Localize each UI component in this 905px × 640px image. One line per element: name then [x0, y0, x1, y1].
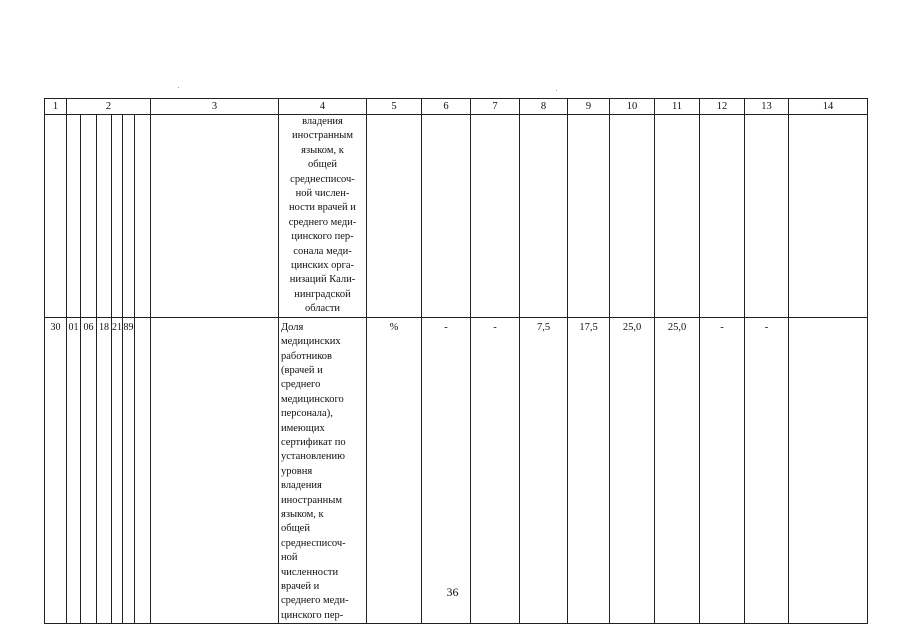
col3-cell	[151, 115, 279, 318]
header-row	[45, 99, 868, 115]
header-cell-10: 10	[610, 99, 655, 115]
header-cell-9: 9	[568, 99, 610, 115]
text-line: ной числен-	[295, 188, 350, 200]
text-line: цинского пер-	[281, 609, 344, 621]
header-cell-8: 8	[520, 99, 568, 115]
scan-speck	[178, 87, 179, 88]
value-cell-13: -	[745, 317, 789, 624]
value-cell	[422, 115, 471, 318]
col3-cell	[151, 317, 279, 624]
header-cell-14: 14	[789, 99, 868, 115]
text-line: врачей и	[281, 581, 320, 592]
text-line: области	[304, 303, 341, 315]
value-cell-12: -	[700, 317, 745, 624]
header-cell-13: 13	[745, 99, 789, 115]
text-line: среднесписоч-	[281, 537, 346, 549]
text-line: среднего	[281, 379, 321, 391]
header-cell-5: 5	[367, 99, 422, 115]
text-line: иностранным	[292, 130, 353, 142]
text-line: имеющих	[281, 422, 325, 434]
text-line: уровня	[281, 465, 313, 477]
header-cell-1: 1	[45, 99, 67, 115]
text-line: персонала),	[281, 408, 333, 420]
text-line: медицинских	[281, 336, 341, 348]
value-cell	[610, 115, 655, 318]
value-cell	[520, 115, 568, 318]
table-row	[45, 317, 868, 624]
indicator-text	[279, 317, 367, 624]
text-line: общей	[308, 159, 337, 171]
text-line: владения	[281, 480, 322, 492]
value-cell	[745, 115, 789, 318]
header-cell-2: 2	[67, 99, 151, 115]
text-line: низаций Кали-	[289, 274, 356, 286]
code-cell-empty	[45, 115, 67, 318]
code-cell: 18	[97, 317, 112, 624]
header-cell-7: 7	[471, 99, 520, 115]
value-cell	[568, 115, 610, 318]
text-line: ной	[281, 552, 298, 564]
header-cell-11: 11	[655, 99, 700, 115]
value-cell	[367, 115, 422, 318]
value-cell-7: -	[471, 317, 520, 624]
value-cell-8: 7,5	[520, 317, 568, 624]
text-line: среднего меди-	[281, 595, 349, 607]
text-line: цинских орга-	[290, 260, 355, 272]
text-line: общей	[281, 523, 310, 535]
header-cell-4: 4	[279, 99, 367, 115]
text-line: ности врачей и	[289, 202, 356, 214]
text-line: численности	[281, 566, 339, 578]
scan-speck	[556, 90, 557, 91]
value-cell-6: -	[422, 317, 471, 624]
value-cell	[789, 115, 868, 318]
code-cell: 21	[112, 317, 123, 624]
text-line: среднего меди-	[288, 216, 357, 228]
text-line: языком, к	[281, 508, 324, 520]
code-cell: 01	[67, 317, 81, 624]
text-line: сертификат по	[281, 436, 346, 448]
text-line: Доля	[281, 321, 304, 333]
value-cell-10: 25,0	[610, 317, 655, 624]
page-number: 36	[446, 585, 459, 599]
code-cell: 89	[123, 317, 135, 624]
indicator-text-continued	[279, 115, 367, 318]
value-cell-14	[789, 317, 868, 624]
text-line: (врачей и	[281, 364, 323, 376]
value-cell-11: 25,0	[655, 317, 700, 624]
text-line: иностранным	[281, 494, 342, 506]
code-cell-empty	[81, 115, 97, 318]
value-cell	[655, 115, 700, 318]
code-cell-empty	[135, 115, 151, 318]
code-cell: 30	[45, 317, 67, 624]
code-cell: 06	[81, 317, 97, 624]
code-cell-empty	[135, 317, 151, 624]
indicators-table	[44, 98, 868, 624]
table-row	[45, 115, 868, 318]
header-cell-6: 6	[422, 99, 471, 115]
unit-cell: %	[367, 317, 422, 624]
text-line: цинского пер-	[291, 231, 354, 243]
text-line: установлению	[281, 451, 345, 463]
text-line: медицинского	[281, 393, 344, 405]
text-line: нинградской	[294, 288, 351, 300]
value-cell	[471, 115, 520, 318]
value-cell	[700, 115, 745, 318]
header-cell-12: 12	[700, 99, 745, 115]
code-cell-empty	[123, 115, 135, 318]
code-cell-empty	[97, 115, 112, 318]
text-line: владения	[302, 116, 343, 127]
text-line: языком, к	[301, 144, 344, 156]
text-line: среднесписоч-	[290, 173, 355, 185]
text-line: работников	[281, 350, 332, 362]
header-cell-3: 3	[151, 99, 279, 115]
value-cell-9: 17,5	[568, 317, 610, 624]
text-line: сонала меди-	[293, 245, 352, 257]
code-cell-empty	[112, 115, 123, 318]
code-cell-empty	[67, 115, 81, 318]
